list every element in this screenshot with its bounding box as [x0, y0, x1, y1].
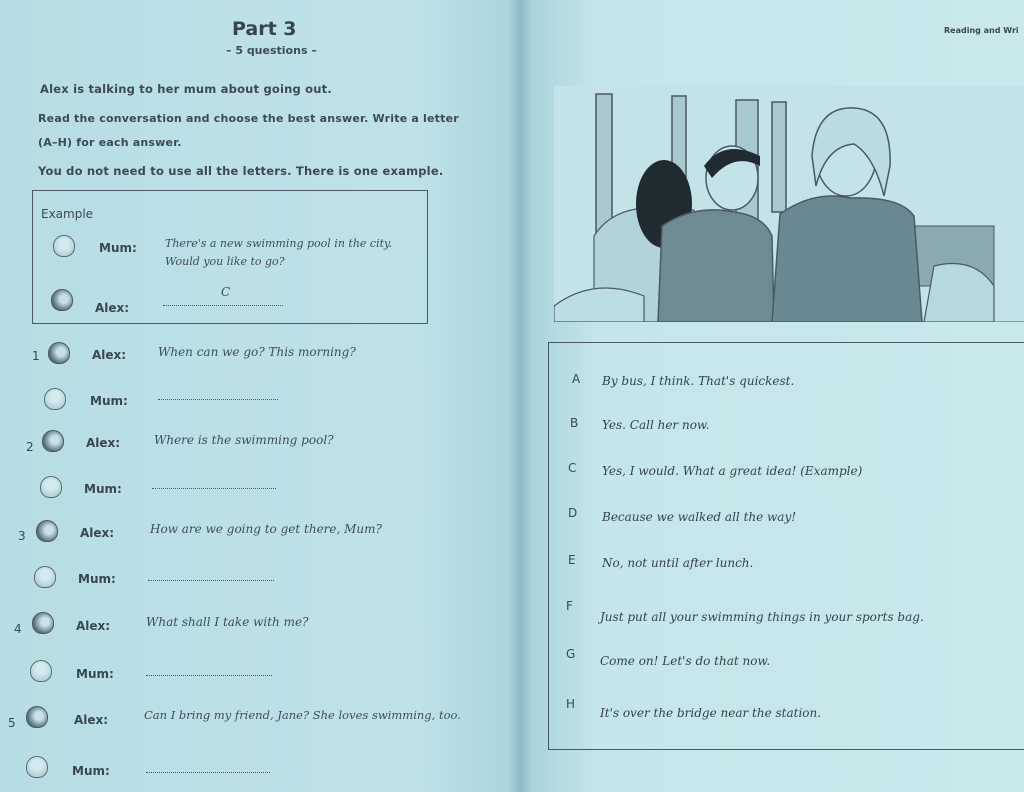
question-number-5: 5: [8, 716, 16, 730]
mum-face-icon: [53, 235, 75, 257]
part-subtitle: – 5 questions –: [226, 44, 317, 57]
running-head: Reading and Wri: [944, 26, 1019, 35]
option-text-g: Come on! Let's do that now.: [600, 654, 771, 668]
option-text-a: By bus, I think. That's quickest.: [602, 374, 795, 388]
option-letter-d: D: [568, 506, 578, 520]
question-3-answer-blank[interactable]: [148, 580, 274, 581]
question-3-mum-speaker: Mum:: [78, 572, 116, 586]
answer-options-box: [548, 342, 1024, 750]
alex-face-icon: [26, 706, 48, 728]
alex-face-icon: [32, 612, 54, 634]
example-label: Example: [41, 207, 94, 221]
example-box: [32, 190, 428, 324]
example-alex-speaker: Alex:: [95, 301, 130, 315]
question-2-mum-speaker: Mum:: [84, 482, 122, 496]
question-5-alex-line: Can I bring my friend, Jane? She loves swimming, too.: [144, 708, 461, 722]
question-number-2: 2: [26, 440, 34, 454]
example-mum-speaker: Mum:: [99, 241, 137, 255]
question-number-3: 3: [18, 529, 26, 543]
option-letter-g: G: [566, 647, 576, 661]
option-text-b: Yes. Call her now.: [602, 418, 710, 432]
alex-face-icon: [51, 289, 73, 311]
question-5-mum-speaker: Mum:: [72, 764, 110, 778]
example-mum-line1: There's a new swimming pool in the city.: [165, 237, 393, 250]
mum-face-icon: [34, 566, 56, 588]
question-1-mum-speaker: Mum:: [90, 394, 128, 408]
example-answer: C: [221, 285, 231, 299]
mum-face-icon: [44, 388, 66, 410]
mum-face-icon: [40, 476, 62, 498]
question-2-answer-blank[interactable]: [152, 488, 276, 489]
question-1-answer-blank[interactable]: [158, 399, 278, 400]
question-3-alex-line: How are we going to get there, Mum?: [150, 522, 382, 536]
option-text-c: Yes, I would. What a great idea! (Example): [602, 464, 863, 478]
instruction-task-line1: Read the conversation and choose the best answer. Write a letter: [38, 112, 459, 125]
option-letter-b: B: [570, 416, 579, 430]
alex-face-icon: [42, 430, 64, 452]
option-letter-f: F: [566, 599, 573, 613]
instruction-context: Alex is talking to her mum about going out.: [40, 82, 332, 96]
option-text-e: No, not until after lunch.: [602, 556, 754, 570]
book-gutter: [508, 0, 532, 792]
question-4-answer-blank[interactable]: [146, 675, 272, 676]
question-number-1: 1: [32, 349, 40, 363]
question-number-4: 4: [14, 622, 22, 636]
instruction-note: You do not need to use all the letters. There is one example.: [38, 164, 444, 178]
question-2-alex-speaker: Alex:: [86, 436, 121, 450]
option-letter-e: E: [568, 553, 576, 567]
question-1-alex-speaker: Alex:: [92, 348, 127, 362]
option-letter-h: H: [566, 697, 576, 711]
question-4-mum-speaker: Mum:: [76, 667, 114, 681]
question-5-answer-blank[interactable]: [146, 772, 270, 773]
example-answer-line: [163, 305, 283, 306]
example-mum-line2: Would you like to go?: [165, 255, 285, 268]
question-3-alex-speaker: Alex:: [80, 526, 115, 540]
question-5-alex-speaker: Alex:: [74, 713, 109, 727]
option-text-h: It's over the bridge near the station.: [600, 706, 822, 720]
option-letter-c: C: [568, 461, 577, 475]
mum-face-icon: [26, 756, 48, 778]
alex-face-icon: [36, 520, 58, 542]
part-title: Part 3: [232, 18, 297, 40]
alex-face-icon: [48, 342, 70, 364]
question-4-alex-speaker: Alex:: [76, 619, 111, 633]
option-letter-a: A: [572, 372, 581, 386]
question-4-alex-line: What shall I take with me?: [146, 615, 309, 629]
question-1-alex-line: When can we go? This morning?: [158, 345, 356, 359]
question-2-alex-line: Where is the swimming pool?: [154, 433, 334, 447]
mum-face-icon: [30, 660, 52, 682]
option-text-f: Just put all your swimming things in your sports bag.: [600, 610, 924, 624]
instruction-task-line2: (A–H) for each answer.: [38, 136, 182, 149]
option-text-d: Because we walked all the way!: [602, 510, 797, 524]
illustration-alex-and-mum: [554, 86, 1024, 322]
